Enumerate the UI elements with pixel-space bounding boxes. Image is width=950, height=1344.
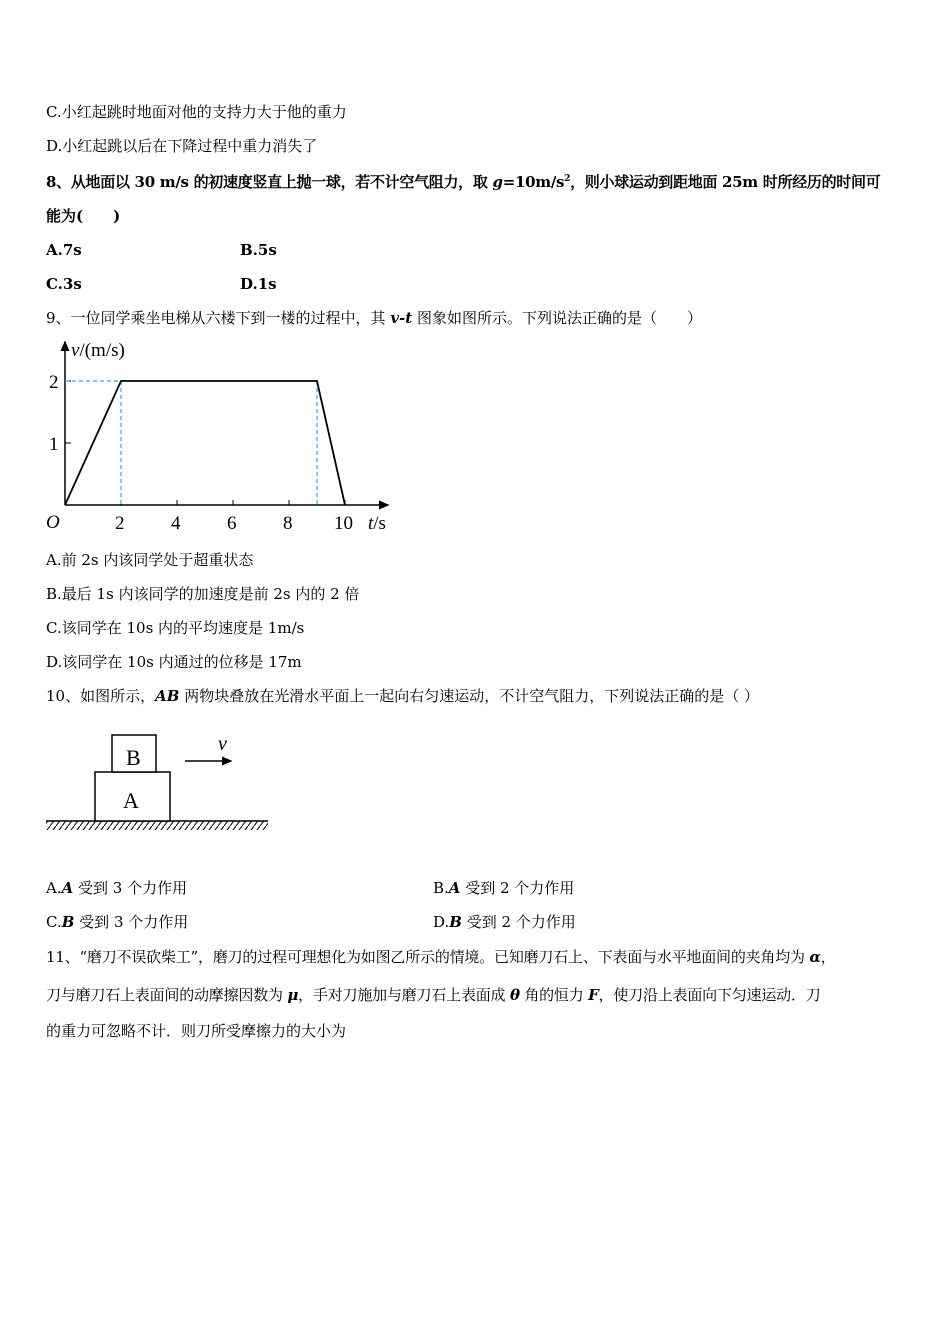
- x-tick-label-2: 2: [115, 513, 125, 534]
- block-b-label: B: [126, 745, 141, 770]
- q11-stem-line1: 11、“磨刀不误砍柴工”，磨刀的过程可理想化为如图乙所示的情境。已知磨刀石上、下表面与水平地面间的夹角均为 α，: [46, 948, 836, 966]
- q7-option-c: C.小红起跳时地面对他的支持力大于他的重力: [46, 103, 347, 121]
- q8-stem-line2: 能为( ): [46, 207, 121, 225]
- q10-blocks-figure: [44, 730, 274, 835]
- q9-stem: 9、一位同学乘坐电梯从六楼下到一楼的过程中，其 v-t 图象如图所示。下列说法正确的是（ ）: [46, 309, 702, 327]
- x-tick-label-6: 6: [227, 513, 237, 534]
- x-axis-label: t/s: [368, 513, 386, 534]
- x-tick-label-4: 4: [171, 513, 181, 534]
- q8-stem-line1: 8、从地面以 30 m/s 的初速度竖直上抛一球，若不计空气阻力，取 $g=10m/s^2$，则小球运动到距地面 25m 时所经历的时间可: [46, 173, 881, 191]
- y-tick-label-2: 2: [49, 372, 59, 393]
- ground-hatching: [46, 821, 268, 830]
- q11-stem-line3: 的重力可忽略不计．则刀所受摩擦力的大小为: [46, 1022, 347, 1040]
- q8-option-c: C.3s: [46, 275, 82, 293]
- q8-option-a: A.7s: [46, 241, 82, 259]
- q7-option-d: D.小红起跳以后在下降过程中重力消失了: [46, 137, 318, 155]
- q10-option-a: A.A 受到 3 个力作用: [46, 879, 188, 897]
- q10-stem: 10、如图所示，AB 两物块叠放在光滑水平面上一起向右匀速运动，不计空气阻力，下列说法正确的是（ ）: [46, 687, 759, 705]
- y-axis-label: v/(m/s): [71, 340, 125, 361]
- q11-stem-line2: 刀与磨刀石上表面间的动摩擦因数为 μ，手对刀施加与磨刀石上表面成 θ 角的恒力 F，使刀沿上表面向下匀速运动．刀: [46, 986, 821, 1004]
- block-a-label: A: [123, 788, 139, 813]
- q8-option-b: B.5s: [240, 241, 277, 259]
- q9-option-b: B.最后 1s 内该同学的加速度是前 2s 内的 2 倍: [46, 585, 360, 603]
- q9-option-a: A.前 2s 内该同学处于超重状态: [46, 551, 254, 569]
- origin-label: O: [46, 512, 60, 533]
- y-tick-label-1: 1: [49, 434, 59, 455]
- velocity-label: v: [218, 733, 227, 755]
- x-tick-label-8: 8: [283, 513, 293, 534]
- q10-option-c: C.B 受到 3 个力作用: [46, 913, 189, 931]
- q9-option-d: D.该同学在 10s 内通过的位移是 17m: [46, 653, 302, 671]
- q8-option-d: D.1s: [240, 275, 277, 293]
- q9-vt-graph: [40, 336, 400, 536]
- x-tick-label-10: 10: [334, 513, 353, 534]
- q10-option-b: B.A 受到 2 个力作用: [433, 879, 575, 897]
- vt-series-line: [65, 381, 345, 505]
- q10-option-d: D.B 受到 2 个力作用: [433, 913, 576, 931]
- q9-option-c: C.该同学在 10s 内的平均速度是 1m/s: [46, 619, 305, 637]
